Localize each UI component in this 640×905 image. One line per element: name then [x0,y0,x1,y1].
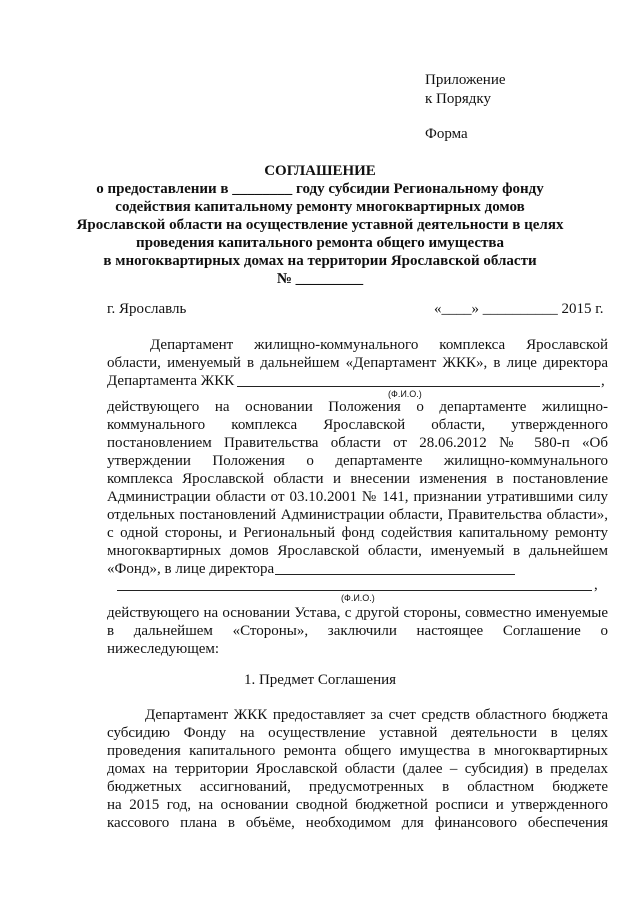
paragraph-line: утверждении Положения о департаменте жилищно-коммунального [107,453,608,469]
paragraph-line: «Фонд», в лице директора [107,561,275,577]
paragraph-line: действующего на основании Устава, с другой стороны, совместно именуемые [107,605,608,621]
paragraph-line: домах на территории Ярославской области (далее – субсидия) в пределах [107,761,608,777]
paragraph-line: Департамент ЖКК предоставляет за счет средств областного бюджета [145,707,608,723]
paragraph-line: многоквартирных домов Ярославской области, именуемый в дальнейшем [107,543,608,559]
paragraph-line: коммунального комплекса Ярославской области, утвержденного [107,417,608,433]
appendix-label: Приложение [425,72,506,88]
paragraph-line: Администрации области от 03.10.2001 № 141, признании утратившими силу [107,489,608,505]
paragraph-line: Департамент жилищно-коммунального комплекса Ярославской [150,337,608,353]
director-name-blank [237,386,600,387]
fio-caption: (Ф.И.О.) [341,593,375,603]
city: г. Ярославль [107,301,187,317]
paragraph-line: кассового плана в объёме, необходимом для финансового обеспечения [107,815,608,831]
paragraph-line: действующего на основании Положения о департаменте жилищно- [107,399,608,415]
paragraph-line: постановлением Правительства области от 28.06.2012 № 580-п «Об [107,435,608,451]
agreement-date: «____» __________ 2015 г. [434,301,604,317]
paragraph-line: области, именуемый в дальнейшем «Департамент ЖКК», в лице директора [107,355,608,371]
title-line: о предоставлении в ________ году субсидии Региональному фонду [96,181,544,197]
document-title: СОГЛАШЕНИЕ [264,163,376,179]
title-line: проведения капитального ремонта общего имущества [136,235,504,251]
title-line: содействия капитальному ремонту многоквартирных домов [115,199,525,215]
paragraph-line: субсидию Фонду на осуществление уставной деятельности в целях [107,725,608,741]
order-label: к Порядку [425,91,491,107]
paragraph-line: проведения капитального ремонта общего имущества в многоквартирных [107,743,608,759]
paragraph-line: в дальнейшем «Стороны», заключили настоящее Соглашение о [107,623,608,639]
paragraph-line: Департамента ЖКК [107,373,235,389]
fund-director-name-blank [117,590,592,591]
form-label: Форма [425,126,468,142]
comma: , [601,373,605,389]
paragraph-line: с одной стороны, и Региональный фонд содействия капитальному ремонту [107,525,608,541]
section-heading: 1. Предмет Соглашения [243,672,397,688]
paragraph-line: бюджетных ассигнований, предусмотренных в областном бюджете [107,779,608,795]
title-line: в многоквартирных домах на территории Ярославской области [103,253,537,269]
comma: , [594,577,598,593]
paragraph-line: комплекса Ярославской области и внесении изменения в постановление [107,471,608,487]
paragraph-line: отдельных постановлений Администрации области, Правительства области», [107,507,608,523]
title-line: Ярославской области на осуществление уставной деятельности в целях [76,217,564,233]
fund-director-blank [275,574,515,575]
paragraph-line: нижеследующем: [107,641,220,657]
fio-caption: (Ф.И.О.) [388,389,422,399]
paragraph-line: на 2015 год, на основании сводной бюджетной росписи и утвержденного [107,797,608,813]
agreement-number: № _________ [276,271,364,287]
